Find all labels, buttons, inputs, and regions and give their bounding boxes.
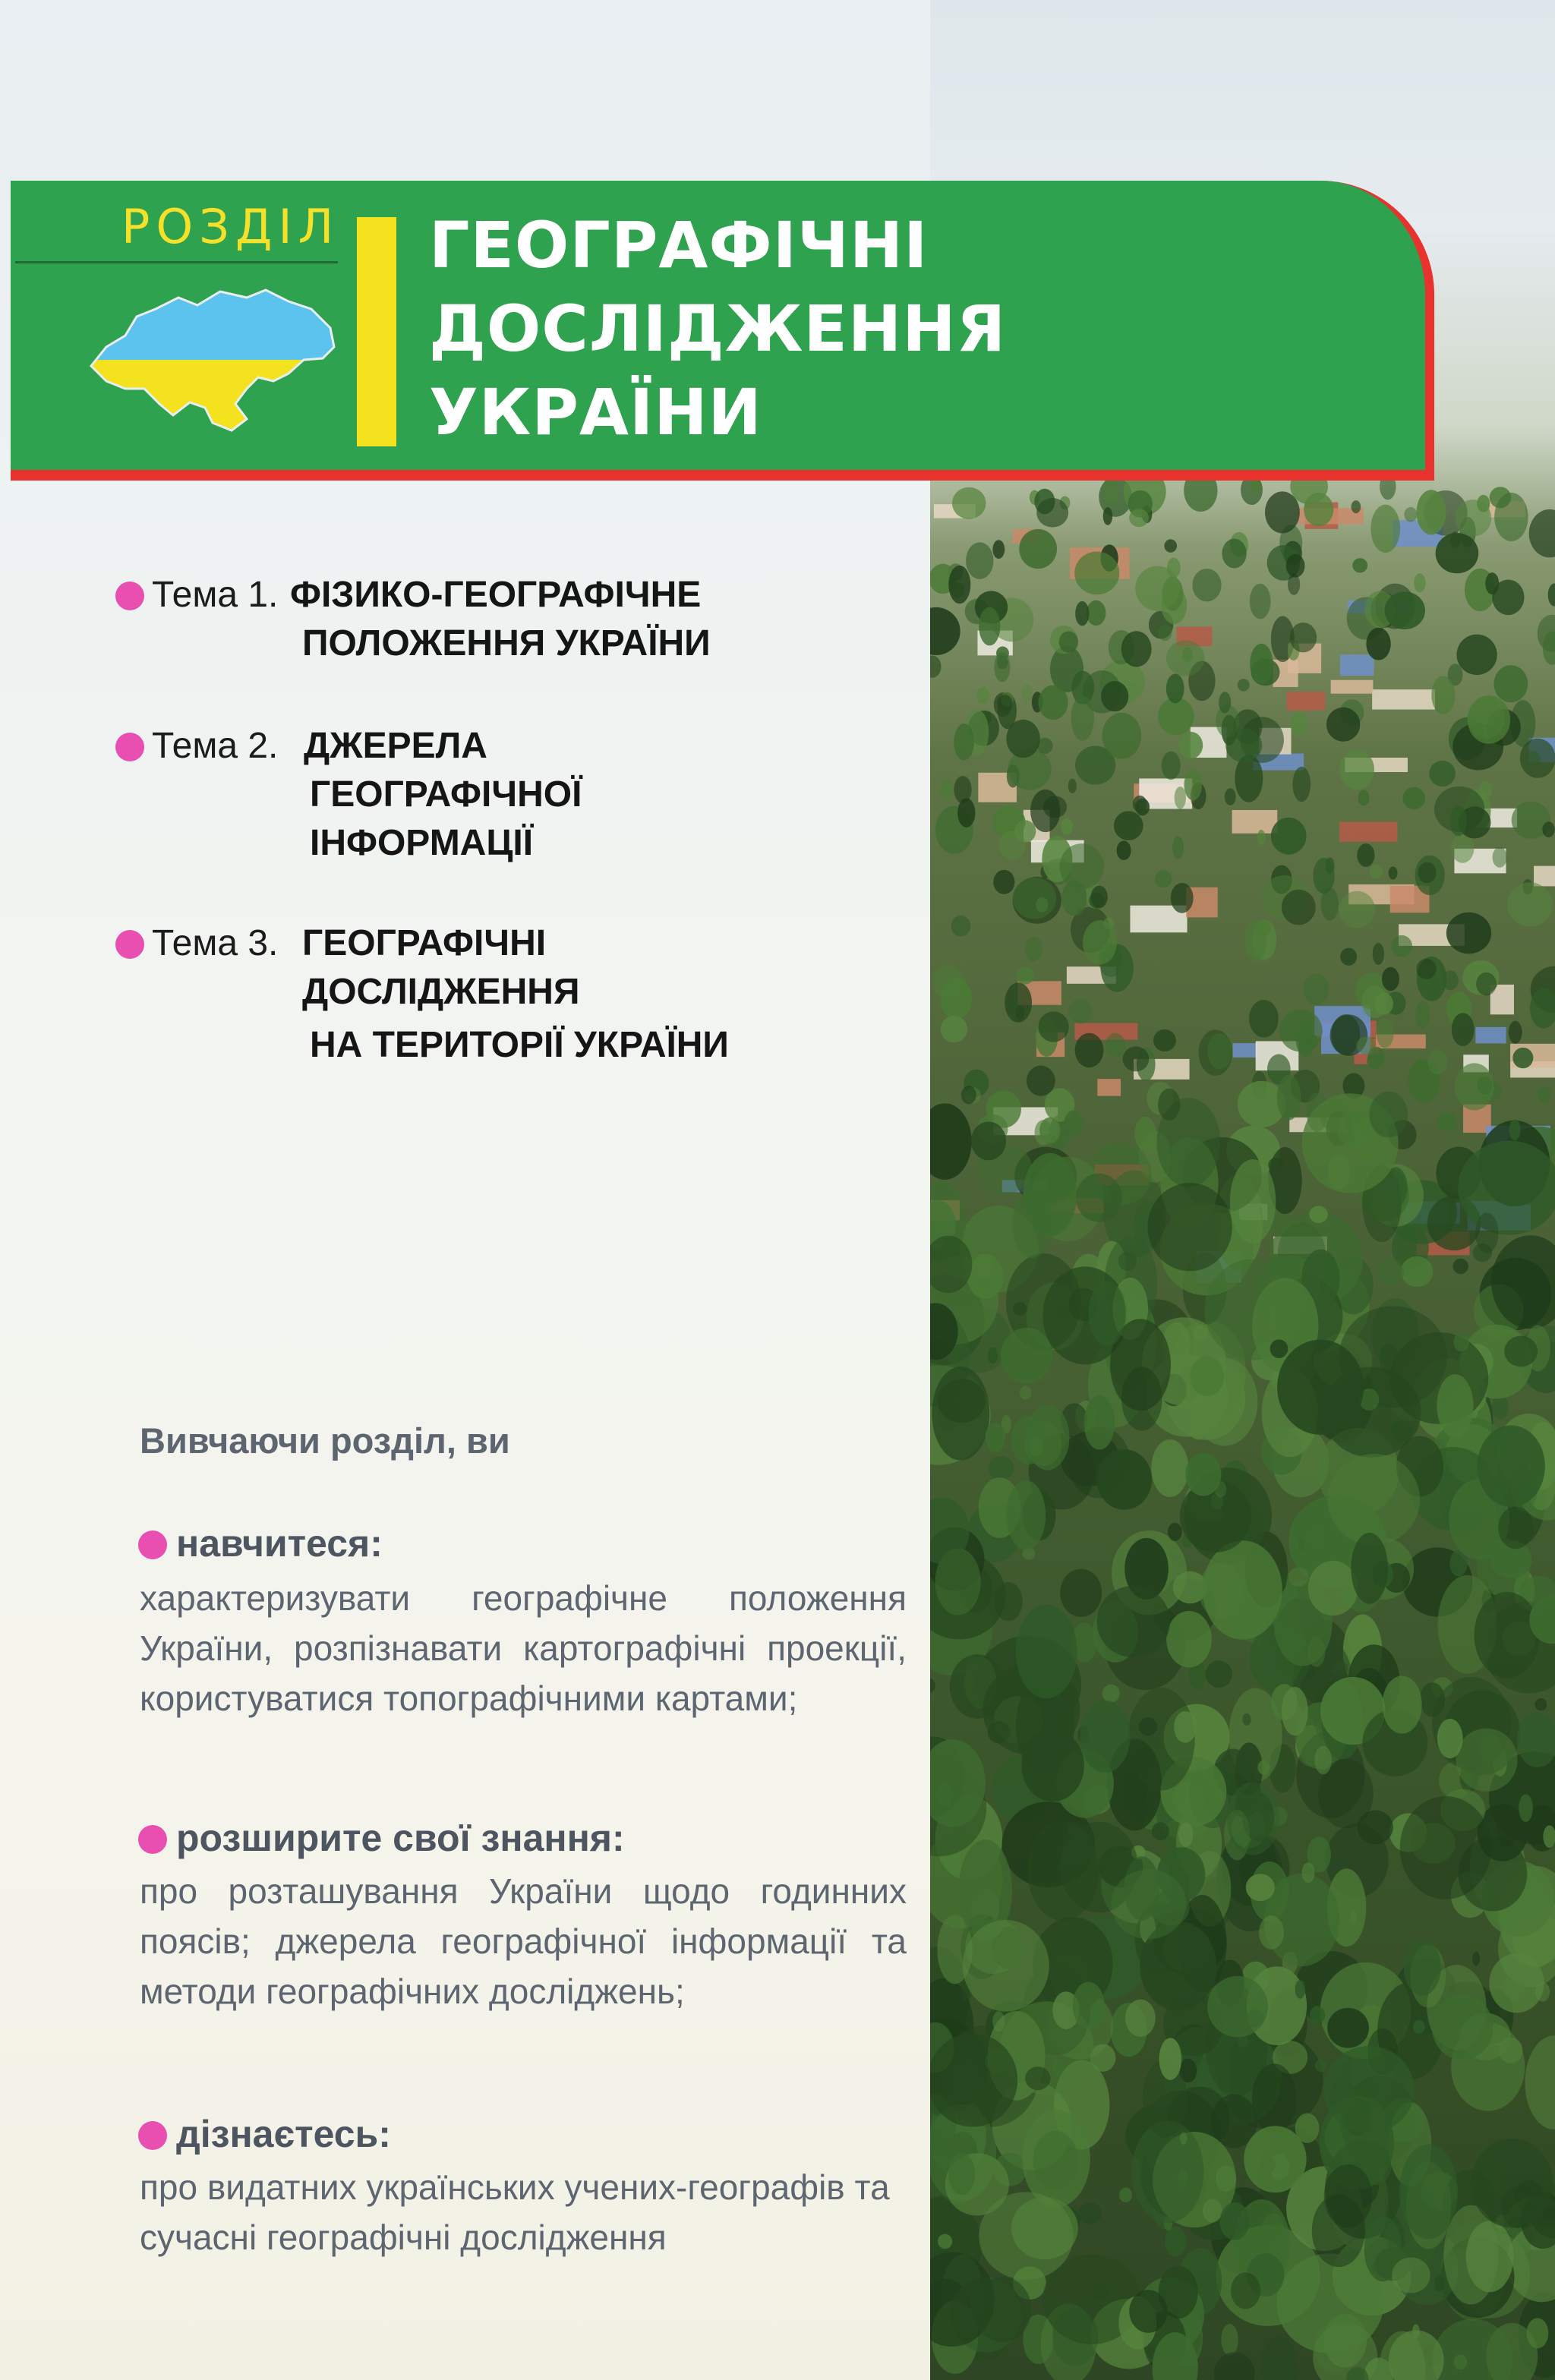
pink-bullet-icon [115, 582, 144, 610]
objective-heading: навчитеся: [176, 1522, 383, 1565]
objectives-intro: Вивчаючи розділ, ви [140, 1420, 510, 1461]
pink-bullet-icon [138, 1530, 167, 1559]
objective-text: про видатних українських учених-географів та сучасні географічні дослідження [140, 2167, 890, 2257]
objective-text: характеризувати географічне положення України, розпізнавати картографічні проекції, користуватися топографічними картами; [140, 1578, 907, 1718]
topic-title-line: ГЕОГРАФІЧНОЇ [310, 774, 582, 815]
topic-title-line: ГЕОГРАФІЧНІ [302, 923, 547, 963]
pink-bullet-icon [138, 2121, 167, 2150]
pink-bullet-icon [115, 930, 144, 959]
section-title-line: УКРАЇНИ [429, 375, 762, 449]
section-title [429, 203, 1006, 454]
topic-title-line: ПОЛОЖЕННЯ УКРАЇНИ [302, 623, 711, 664]
topic-title-line: НА ТЕРИТОРІЇ УКРАЇНИ [310, 1025, 729, 1065]
ukraine-map-icon [84, 275, 342, 442]
topic-title-line: ІНФОРМАЦІЇ [310, 823, 533, 863]
topic-title-line: ФІЗИКО-ГЕОГРАФІЧНЕ [290, 575, 702, 615]
objective-heading: дізнаєтесь: [176, 2113, 391, 2155]
pink-bullet-icon [115, 733, 144, 761]
pink-bullet-icon [138, 1825, 167, 1854]
topic-label: Тема 2. [152, 726, 279, 766]
section-title-line: ГЕОГРАФІЧНІ [429, 208, 929, 282]
topic-label: Тема 1. [152, 575, 279, 615]
objective-text: про розташування України щодо годинних поясів; джерела географічної інформації та методи географічних досліджень; [140, 1871, 907, 2011]
topic-title-line: ДОСЛІДЖЕННЯ [302, 972, 580, 1012]
section-label-underline [15, 261, 338, 263]
topic-label: Тема 3. [152, 923, 279, 963]
section-label: РОЗДІЛ [121, 199, 340, 254]
section-title-line: ДОСЛІДЖЕННЯ [429, 292, 1007, 366]
topic-title-line: ДЖЕРЕЛА [304, 726, 487, 766]
accent-bar [357, 217, 396, 446]
objective-heading: розширите свої знання: [176, 1817, 625, 1859]
